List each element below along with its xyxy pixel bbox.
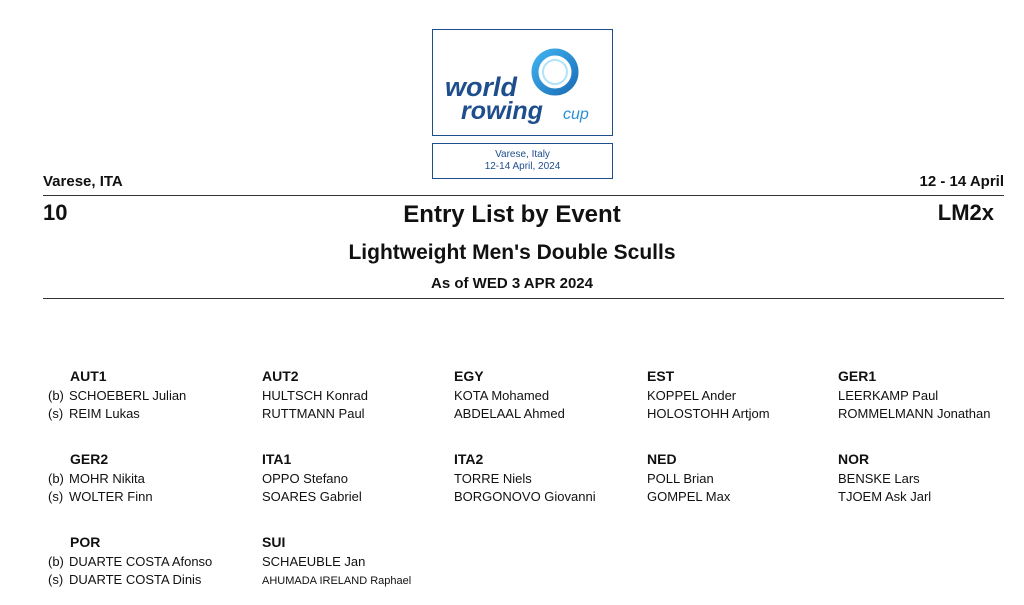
athlete-name: REIM Lukas <box>69 406 140 421</box>
crew-code: AUT2 <box>262 368 299 384</box>
crew-entry <box>647 450 837 506</box>
athlete-name: SCHAEUBLE Jan <box>262 554 366 569</box>
crew-entry <box>262 450 452 506</box>
crew-member <box>838 405 1024 423</box>
crew-member <box>262 405 452 423</box>
athlete-name: DUARTE COSTA Afonso <box>69 554 213 569</box>
crew-entry <box>48 450 238 506</box>
crew-member <box>454 470 644 488</box>
crew-entry <box>454 367 644 423</box>
crew-member <box>262 553 452 571</box>
crew-entry <box>838 367 1024 423</box>
seat-position: (s) <box>48 489 64 504</box>
crew-member <box>454 488 644 506</box>
header-dates: 12 - 14 April <box>919 173 1004 190</box>
crew-code: EST <box>647 368 675 384</box>
crew-code: ITA1 <box>262 451 292 467</box>
crew-code: ITA2 <box>454 451 484 467</box>
crew-member <box>262 387 452 405</box>
crew-member <box>262 571 452 589</box>
crew-member <box>647 470 837 488</box>
crew-member <box>454 405 644 423</box>
athlete-name: WOLTER Finn <box>69 489 153 504</box>
athlete-name: LEERKAMP Paul <box>838 388 939 403</box>
crew-member <box>838 470 1024 488</box>
athlete-name: HOLOSTOHH Artjom <box>647 406 770 421</box>
world-rowing-cup-logo <box>432 29 613 136</box>
athlete-name: MOHR Nikita <box>69 471 145 486</box>
crew-code: NED <box>647 451 677 467</box>
athlete-name: AHUMADA IRELAND Raphael <box>262 575 412 587</box>
crew-code: GER2 <box>70 451 109 467</box>
event-code: LM2x <box>937 200 994 225</box>
crew-member <box>48 387 238 405</box>
crew-entry <box>454 450 644 506</box>
header-divider <box>43 195 1004 196</box>
athlete-name: SCHOEBERL Julian <box>69 388 187 403</box>
crew-member <box>454 387 644 405</box>
athlete-name: ROMMELMANN Jonathan <box>838 406 991 421</box>
page-title: Entry List by Event <box>403 201 621 228</box>
seat-position: (s) <box>48 572 64 587</box>
crew-member <box>262 470 452 488</box>
header-location: Varese, ITA <box>43 173 123 190</box>
athlete-name: TJOEM Ask Jarl <box>838 489 932 504</box>
crew-entry <box>647 367 837 423</box>
crew-code: NOR <box>838 451 870 467</box>
crew-entry <box>838 450 1024 506</box>
crew-code: GER1 <box>838 368 877 384</box>
crew-entry <box>262 367 452 423</box>
athlete-name: OPPO Stefano <box>262 471 348 486</box>
athlete-name: RUTTMANN Paul <box>262 406 365 421</box>
athlete-name: SOARES Gabriel <box>262 489 362 504</box>
crew-member <box>647 488 837 506</box>
athlete-name: GOMPEL Max <box>647 489 731 504</box>
crew-entry <box>48 367 238 423</box>
athlete-name: TORRE Niels <box>454 471 532 486</box>
crew-code: POR <box>70 534 101 550</box>
crew-member <box>48 571 238 589</box>
athlete-name: ABDELAAL Ahmed <box>454 406 565 421</box>
crew-member <box>48 470 238 488</box>
logo-word-rowing: rowing <box>461 97 543 125</box>
athlete-name: KOPPEL Ander <box>647 388 737 403</box>
logo-graphic <box>433 30 614 137</box>
seat-position: (s) <box>48 406 64 421</box>
event-number: 10 <box>43 200 68 225</box>
athlete-name: KOTA Mohamed <box>454 388 550 403</box>
crew-entry <box>262 533 452 589</box>
athlete-name: POLL Brian <box>647 471 714 486</box>
crew-code: AUT1 <box>70 368 107 384</box>
crew-member <box>48 405 238 423</box>
venue-box <box>432 143 613 179</box>
venue-dates: 12-14 April, 2024 <box>484 161 561 172</box>
event-name: Lightweight Men's Double Sculls <box>348 241 676 264</box>
athlete-name: BORGONOVO Giovanni <box>454 489 596 504</box>
crew-entry <box>48 533 238 589</box>
venue-city: Varese, Italy <box>495 149 550 160</box>
crew-member <box>262 488 452 506</box>
logo-word-cup: cup <box>563 106 589 123</box>
title-divider <box>43 298 1004 299</box>
crew-member <box>48 553 238 571</box>
logo-word-world: world <box>445 72 517 102</box>
crew-code: EGY <box>454 368 484 384</box>
seat-position: (b) <box>48 471 64 486</box>
athlete-name: BENSKE Lars <box>838 471 920 486</box>
crew-member <box>48 488 238 506</box>
crew-member <box>647 405 837 423</box>
crew-code: SUI <box>262 534 286 550</box>
as-of-date: As of WED 3 APR 2024 <box>431 275 593 292</box>
athlete-name: HULTSCH Konrad <box>262 388 368 403</box>
seat-position: (b) <box>48 554 64 569</box>
athlete-name: DUARTE COSTA Dinis <box>69 572 202 587</box>
seat-position: (b) <box>48 388 64 403</box>
crew-member <box>838 387 1024 405</box>
crew-member <box>838 488 1024 506</box>
crew-member <box>647 387 837 405</box>
